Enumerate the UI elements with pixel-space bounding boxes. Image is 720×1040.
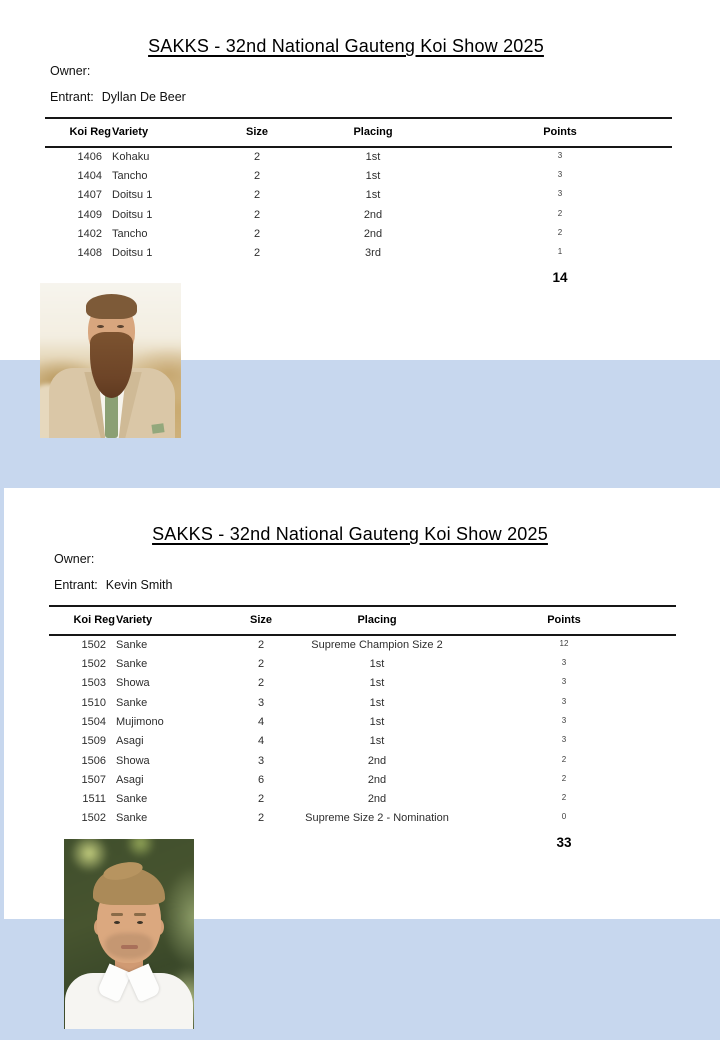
owner-label: Owner:	[54, 552, 95, 566]
eye	[114, 921, 120, 924]
koi-reg-value: 1511	[82, 793, 106, 806]
owner-line	[50, 64, 98, 78]
points-value: 3	[561, 677, 567, 687]
variety-value: Showa	[116, 677, 150, 690]
entrant-value: Dyllan De Beer	[101, 90, 186, 104]
entrant-line	[50, 90, 186, 104]
koi-reg-value: 1506	[81, 754, 106, 767]
placing-value: 1st	[369, 735, 385, 748]
koi-reg-value: 1503	[81, 677, 106, 690]
variety-value: Doitsu 1	[112, 208, 153, 221]
size-value: 4	[257, 735, 265, 748]
size-value: 2	[253, 189, 261, 202]
points-value: 2	[561, 793, 567, 803]
koi-reg-value: 1502	[81, 638, 106, 651]
points-value: 0	[561, 812, 567, 822]
eye	[117, 325, 124, 328]
points-value: 3	[561, 735, 567, 745]
table-row	[49, 809, 676, 828]
koi-reg-value: 1409	[77, 208, 102, 221]
koi-reg-value: 1407	[77, 189, 102, 202]
eye	[137, 921, 143, 924]
placing-value: Supreme Champion Size 2	[311, 638, 443, 651]
variety-value: Sanke	[116, 638, 148, 651]
placing-value: 1st	[369, 658, 385, 671]
table-row	[45, 167, 672, 186]
points-value: 2	[557, 208, 563, 218]
header-points: Points	[547, 614, 581, 626]
total-points: 14	[552, 269, 568, 285]
table-row	[49, 713, 676, 732]
table-row	[49, 752, 676, 771]
size-value: 2	[253, 170, 261, 183]
pocket-square	[151, 423, 164, 434]
table-row	[49, 636, 676, 655]
header-variety: Variety	[116, 614, 153, 626]
koi-reg-value: 1504	[81, 715, 106, 728]
koi-reg-value: 1404	[77, 170, 102, 183]
size-value: 2	[257, 658, 265, 671]
size-value: 6	[257, 773, 265, 786]
header-koi-reg: Koi Reg	[69, 126, 111, 138]
table-row	[45, 244, 672, 263]
entrant-line	[54, 578, 172, 592]
entrant-value: Kevin Smith	[105, 578, 173, 592]
mouth	[121, 945, 138, 949]
points-value: 3	[557, 170, 563, 180]
placing-value: 3rd	[365, 247, 381, 260]
koi-reg-value: 1402	[77, 227, 102, 240]
variety-value: Sanke	[116, 793, 148, 806]
table-row	[45, 206, 672, 225]
results-table	[49, 605, 676, 851]
koi-reg-value: 1408	[77, 247, 102, 260]
header-koi-reg: Koi Reg	[73, 614, 115, 626]
points-value: 12	[559, 638, 569, 648]
table-row	[49, 694, 676, 713]
koi-reg-value: 1502	[81, 658, 106, 671]
size-value: 2	[257, 638, 265, 651]
entrant-label: Entrant:	[54, 578, 98, 592]
header-size: Size	[249, 614, 272, 626]
size-value: 2	[253, 227, 261, 240]
placing-value: 1st	[369, 677, 385, 690]
header-placing: Placing	[353, 126, 393, 138]
placing-value: 2nd	[363, 227, 383, 240]
placing-value: 2nd	[367, 773, 387, 786]
table-row	[49, 790, 676, 809]
table-row	[49, 655, 676, 674]
variety-value: Sanke	[116, 658, 148, 671]
header-variety: Variety	[112, 126, 149, 138]
table-body	[49, 636, 676, 829]
eyebrow	[134, 913, 146, 916]
table-row	[45, 186, 672, 205]
table-row	[49, 674, 676, 693]
table-row	[45, 225, 672, 244]
size-value: 2	[257, 677, 265, 690]
variety-value: Sanke	[116, 812, 148, 825]
variety-value: Doitsu 1	[112, 247, 153, 260]
header-placing: Placing	[357, 614, 397, 626]
points-value: 1	[557, 247, 563, 257]
points-value: 3	[557, 189, 563, 199]
koi-reg-value: 1510	[81, 696, 106, 709]
table-header-row	[45, 119, 672, 146]
variety-value: Asagi	[116, 773, 144, 786]
shirt	[65, 973, 193, 1029]
entrant-photo-dyllan-de-beer	[40, 283, 181, 438]
points-value: 2	[561, 754, 567, 764]
size-value: 3	[257, 754, 265, 767]
header-points: Points	[543, 126, 577, 138]
size-value: 2	[257, 793, 265, 806]
eye	[97, 325, 104, 328]
variety-value: Showa	[116, 754, 150, 767]
placing-value: 1st	[365, 170, 381, 183]
variety-value: Mujimono	[116, 715, 164, 728]
placing-value: 1st	[365, 150, 381, 163]
table-row	[49, 771, 676, 790]
table-row	[49, 732, 676, 751]
results-table	[45, 117, 672, 286]
size-value: 3	[257, 696, 265, 709]
entrant-label: Entrant:	[50, 90, 94, 104]
points-value: 3	[561, 696, 567, 706]
size-value: 2	[257, 812, 265, 825]
header-size: Size	[245, 126, 268, 138]
table-body	[45, 148, 672, 264]
variety-value: Asagi	[116, 735, 144, 748]
points-value: 2	[557, 227, 563, 237]
placing-value: 1st	[369, 696, 385, 709]
variety-value: Tancho	[112, 227, 148, 240]
placing-value: 1st	[369, 715, 385, 728]
size-value: 2	[253, 208, 261, 221]
table-header-row	[49, 607, 676, 634]
size-value: 2	[253, 247, 261, 260]
placing-value: 2nd	[363, 208, 383, 221]
koi-reg-value: 1509	[81, 735, 106, 748]
placing-value: 2nd	[367, 793, 387, 806]
points-value: 3	[561, 658, 567, 668]
variety-value: Doitsu 1	[112, 189, 153, 202]
variety-value: Sanke	[116, 696, 148, 709]
total-points: 33	[556, 834, 572, 850]
variety-value: Tancho	[112, 170, 148, 183]
table-row	[45, 148, 672, 167]
koi-reg-value: 1406	[77, 150, 102, 163]
page-title: SAKKS - 32nd National Gauteng Koi Show 2025	[148, 36, 544, 56]
placing-value: 2nd	[367, 754, 387, 767]
placing-value: Supreme Size 2 - Nomination	[305, 812, 449, 825]
placing-value: 1st	[365, 189, 381, 202]
points-value: 3	[561, 715, 567, 725]
koi-reg-value: 1507	[81, 773, 106, 786]
owner-label: Owner:	[50, 64, 91, 78]
owner-line	[54, 552, 102, 566]
koi-reg-value: 1502	[81, 812, 106, 825]
eyebrow	[111, 913, 123, 916]
entrant-photo-kevin-smith	[64, 839, 194, 1029]
variety-value: Kohaku	[112, 150, 150, 163]
points-value: 3	[557, 150, 563, 160]
points-value: 2	[561, 773, 567, 783]
size-value: 2	[253, 150, 261, 163]
page-title: SAKKS - 32nd National Gauteng Koi Show 2025	[152, 524, 548, 544]
hair	[86, 294, 137, 319]
size-value: 4	[257, 715, 265, 728]
